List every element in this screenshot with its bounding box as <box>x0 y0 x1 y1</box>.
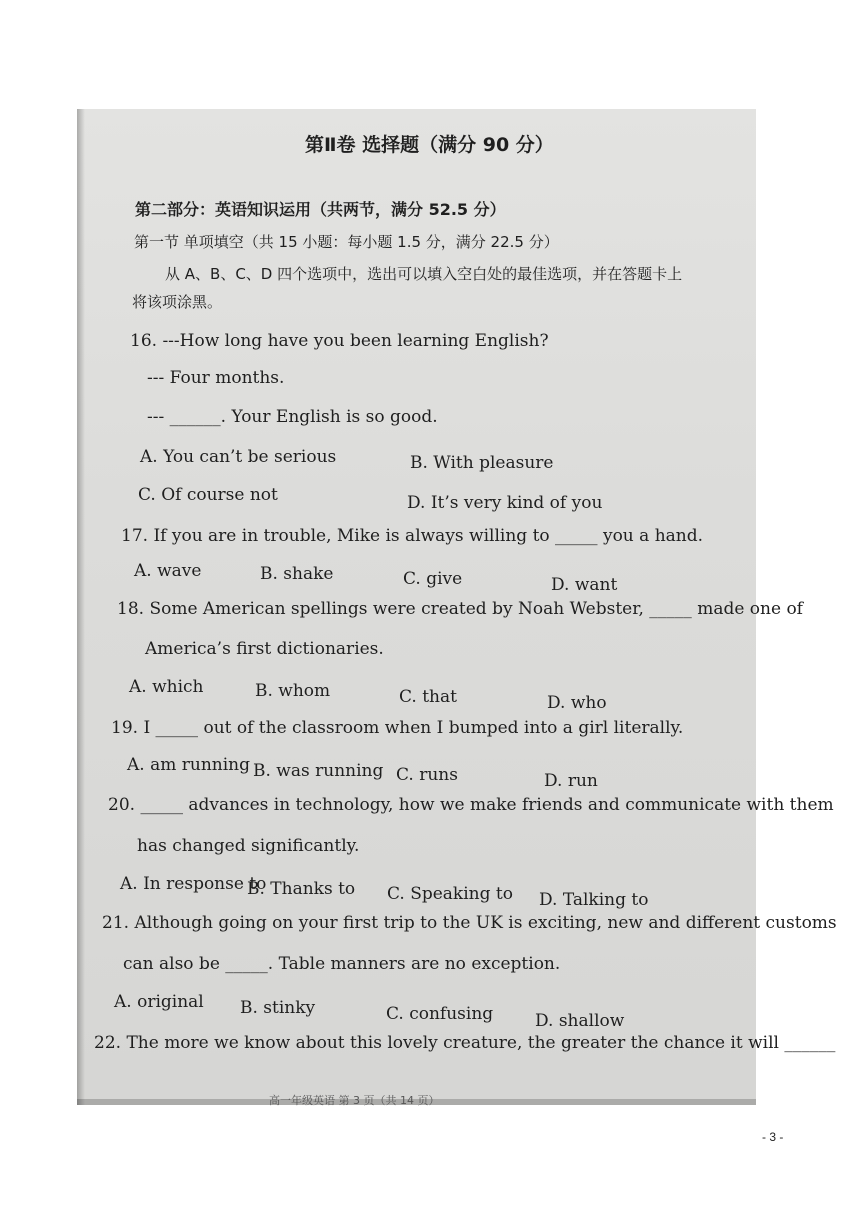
question-21-option-d: D. shallow <box>535 1011 625 1031</box>
question-21-stem: 21. Although going on your first trip to the UK is exciting, new and different customs <box>102 913 837 933</box>
question-20-option-b: B. Thanks to <box>247 879 356 899</box>
question-19-option-b: B. was running <box>253 761 384 781</box>
question-21-option-c: C. confusing <box>386 1004 494 1024</box>
question-18-option-b: B. whom <box>255 681 331 701</box>
question-17-stem: 17. If you are in trouble, Mike is always willing to _____ you a hand. <box>121 526 704 546</box>
question-20-option-c: C. Speaking to <box>387 884 513 904</box>
question-16-stem: 16. ---How long have you been learning English? <box>130 331 549 351</box>
question-20-option-a: A. In response to <box>120 874 267 894</box>
question-16-line-3: --- ______. Your English is so good. <box>147 407 438 427</box>
question-21-option-a: A. original <box>114 992 204 1012</box>
photographed-exam-page <box>77 109 837 1107</box>
question-16-line-2: --- Four months. <box>147 368 285 388</box>
instruction-line-2: 将该项涂黑。 <box>132 293 223 311</box>
question-18-option-d: D. who <box>547 693 607 713</box>
question-19-stem: 19. I _____ out of the classroom when I bumped into a girl literally. <box>111 718 684 738</box>
question-17-option-b: B. shake <box>260 564 334 584</box>
question-18-stem: 18. Some American spellings were created by Noah Webster, _____ made one of <box>117 599 803 619</box>
page-number: - 3 - <box>762 1130 784 1144</box>
section-heading: 第二部分：英语知识运用（共两节，满分 52.5 分） <box>135 200 506 219</box>
question-21-option-b: B. stinky <box>240 998 316 1018</box>
question-20-line-2: has changed significantly. <box>137 836 360 856</box>
question-18-option-a: A. which <box>129 677 204 697</box>
subsection-heading: 第一节 单项填空（共 15 小题：每小题 1.5 分，满分 22.5 分） <box>134 233 559 251</box>
exam-page-footer: 高一年级英语 第 3 页（共 14 页） <box>269 1094 440 1107</box>
question-20-option-d: D. Talking to <box>539 890 649 910</box>
page-shadow-left <box>77 109 85 1105</box>
question-19-option-d: D. run <box>544 771 598 791</box>
question-17-option-c: C. give <box>403 569 463 589</box>
exam-part-title: 第Ⅱ卷 选择题（满分 90 分） <box>305 134 554 156</box>
question-16-option-a: A. You can’t be serious <box>140 447 337 467</box>
question-19-option-c: C. runs <box>396 765 458 785</box>
question-19-option-a: A. am running <box>127 755 250 775</box>
question-18-line-2: America’s first dictionaries. <box>145 639 384 659</box>
question-16-option-d: D. It’s very kind of you <box>407 493 603 513</box>
question-18-option-c: C. that <box>399 687 457 707</box>
question-20-stem: 20. _____ advances in technology, how we make friends and communicate with them <box>108 795 834 815</box>
question-22-stem: 22. The more we know about this lovely creature, the greater the chance it will ______ <box>94 1033 836 1053</box>
question-21-line-2: can also be _____. Table manners are no exception. <box>123 954 561 974</box>
question-17-option-a: A. wave <box>134 561 202 581</box>
question-17-option-d: D. want <box>551 575 618 595</box>
question-16-option-c: C. Of course not <box>138 485 278 505</box>
instruction-line-1: 从 A、B、C、D 四个选项中，选出可以填入空白处的最佳选项，并在答题卡上 <box>165 265 683 283</box>
question-16-option-b: B. With pleasure <box>410 453 554 473</box>
